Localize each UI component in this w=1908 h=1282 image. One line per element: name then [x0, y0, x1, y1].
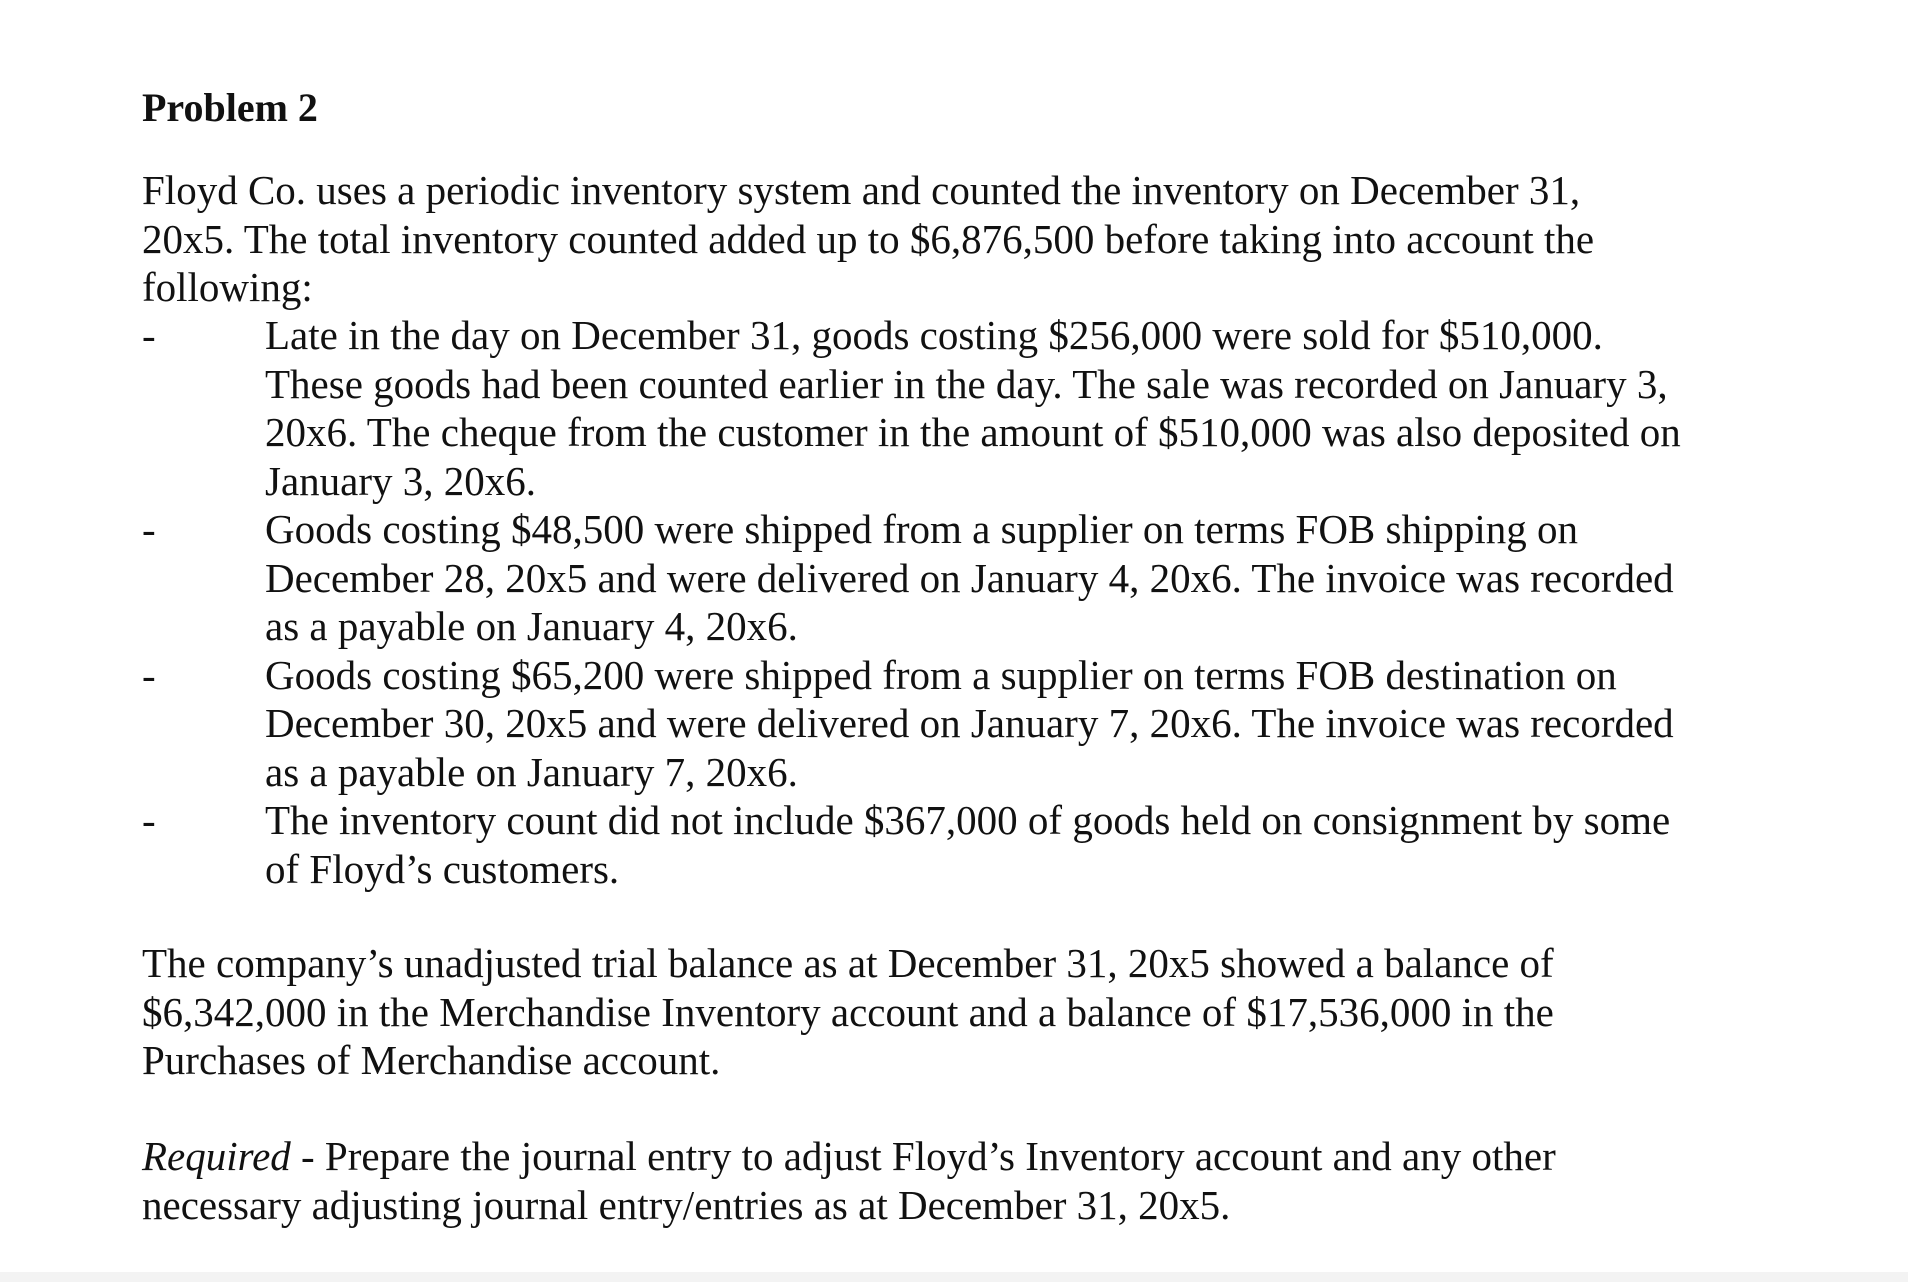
required-paragraph — [142, 1132, 1682, 1229]
bullet-dash: - — [142, 651, 156, 698]
list-item-text: Goods costing $65,200 were shipped from a supplier on terms FOB destination on December 30, 20x5 and were delivered on January 7, 20x6. The invoice was recorded as a payable on January 7, 20x6. — [265, 651, 1674, 795]
bullet-dash: - — [142, 506, 156, 552]
bullet-dash: - — [142, 312, 156, 358]
intro-paragraph: Floyd Co. uses a periodic inventory system and counted the inventory on December 31, 20x5. The total inventory counted added up to $6,876,500 before taking into account the following: — [142, 167, 1595, 310]
list-item-text: Late in the day on December 31, goods costing $256,000 were sold for $510,000. These goods had been counted earlier in the day. The sale was recorded on January 3, 20x6. The cheque from the customer in the amount of $510,000 was also deposited on January 3, 20x6. — [265, 312, 1681, 504]
list-item — [142, 796, 1702, 893]
trial-balance-paragraph: The company’s unadjusted trial balance as at December 31, 20x5 showed a balance of $6,342,000 in the Merchandise Inventory account and a balance of $17,536,000 in the Purchases of Merchandise account. — [142, 940, 1554, 1083]
problem-title: Problem 2 — [142, 85, 318, 130]
adjustment-list — [142, 311, 1702, 893]
page-bottom-edge — [0, 1272, 1908, 1282]
list-item — [142, 505, 1702, 651]
bullet-dash: - — [142, 797, 156, 843]
required-label: Required — [142, 1133, 291, 1179]
required-text: - Prepare the journal entry to adjust Floyd’s Inventory account and any other necessary adjusting journal entry/entries as at December 31, 20x5. — [142, 1133, 1556, 1228]
list-item-text: Goods costing $48,500 were shipped from a supplier on terms FOB shipping on December 28, 20x5 and were delivered on January 4, 20x6. The invoice was recorded as a payable on January 4, 20x6. — [265, 506, 1674, 649]
list-item — [142, 311, 1702, 505]
list-item — [142, 651, 1702, 797]
list-item-text: The inventory count did not include $367,000 of goods held on consignment by some of Floyd’s customers. — [265, 797, 1671, 892]
